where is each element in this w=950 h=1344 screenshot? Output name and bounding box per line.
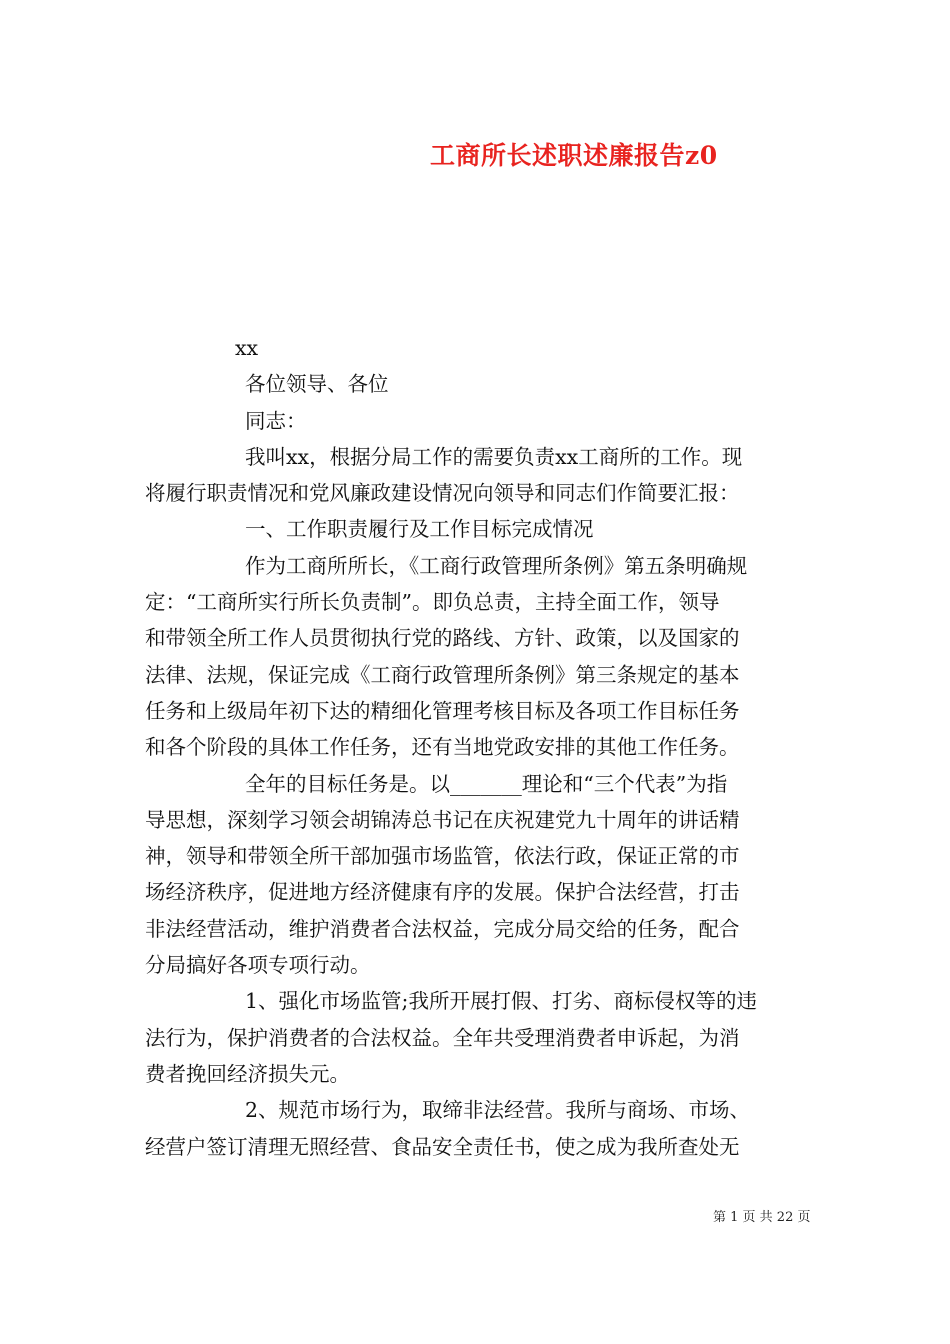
paragraph-line: 和带领全所工作人员贯彻执行党的路线、方针、政策，以及国家的 [145, 626, 740, 651]
paragraph-line: 和各个阶段的具体工作任务，还有当地党政安排的其他工作任务。 [145, 735, 740, 760]
paragraph-line: 任务和上级局年初下达的精细化管理考核目标及各项工作目标任务 [145, 698, 740, 723]
paragraph-line: 非法经营活动，维护消费者合法权益，完成分局交给的任务，配合 [145, 916, 740, 941]
paragraph-line: 定：“工商所实行所长负责制”。即负总责，主持全面工作，领导 [145, 590, 720, 615]
page-number-footer: 第 1 页 共 22 页 [713, 1210, 811, 1225]
paragraph-line: 导思想，深刻学习领会胡锦涛总书记在庆祝建党九十周年的讲话精 [145, 807, 740, 832]
document-title: 工商所长述职述廉报告z0 [430, 141, 718, 170]
paragraph-line: 我叫xx，根据分局工作的需要负责xx工商所的工作。现 [245, 444, 743, 469]
document-body [145, 330, 807, 1165]
paragraph-line: 分局搞好各项专项行动。 [145, 953, 371, 978]
paragraph-line: 将履行职责情况和党风廉政建设情况向领导和同志们作简要汇报： [145, 481, 740, 506]
paragraph-line: 费者挽回经济损失元。 [145, 1061, 350, 1086]
paragraph-line: 法律、法规，保证完成《工商行政管理所条例》第三条规定的基本 [145, 662, 740, 687]
salutation-line-2: 同志： [245, 408, 307, 433]
section-heading: 一、工作职责履行及工作目标完成情况 [245, 517, 594, 542]
paragraph-line: 1、强化市场监管;我所开展打假、打劣、商标侵权等的违 [245, 989, 757, 1014]
salutation-name: xx [235, 336, 259, 360]
paragraph-line: 神，领导和带领全所干部加强市场监管，依法行政，保证正常的市 [145, 844, 740, 869]
paragraph-line: 全年的目标任务是。以_______理论和“三个代表”为指 [245, 771, 728, 796]
salutation-line-1: 各位领导、各位 [245, 372, 389, 397]
paragraph-line: 经营户签订清理无照经营、食品安全责任书，使之成为我所查处无 [145, 1134, 740, 1159]
paragraph-line: 2、规范市场行为，取缔非法经营。我所与商场、市场、 [245, 1098, 751, 1123]
paragraph-line: 法行为，保护消费者的合法权益。全年共受理消费者申诉起，为消 [145, 1025, 740, 1050]
paragraph-line: 作为工商所所长，《工商行政管理所条例》第五条明确规 [245, 553, 748, 578]
paragraph-line: 场经济秩序，促进地方经济健康有序的发展。保护合法经营，打击 [145, 880, 740, 905]
